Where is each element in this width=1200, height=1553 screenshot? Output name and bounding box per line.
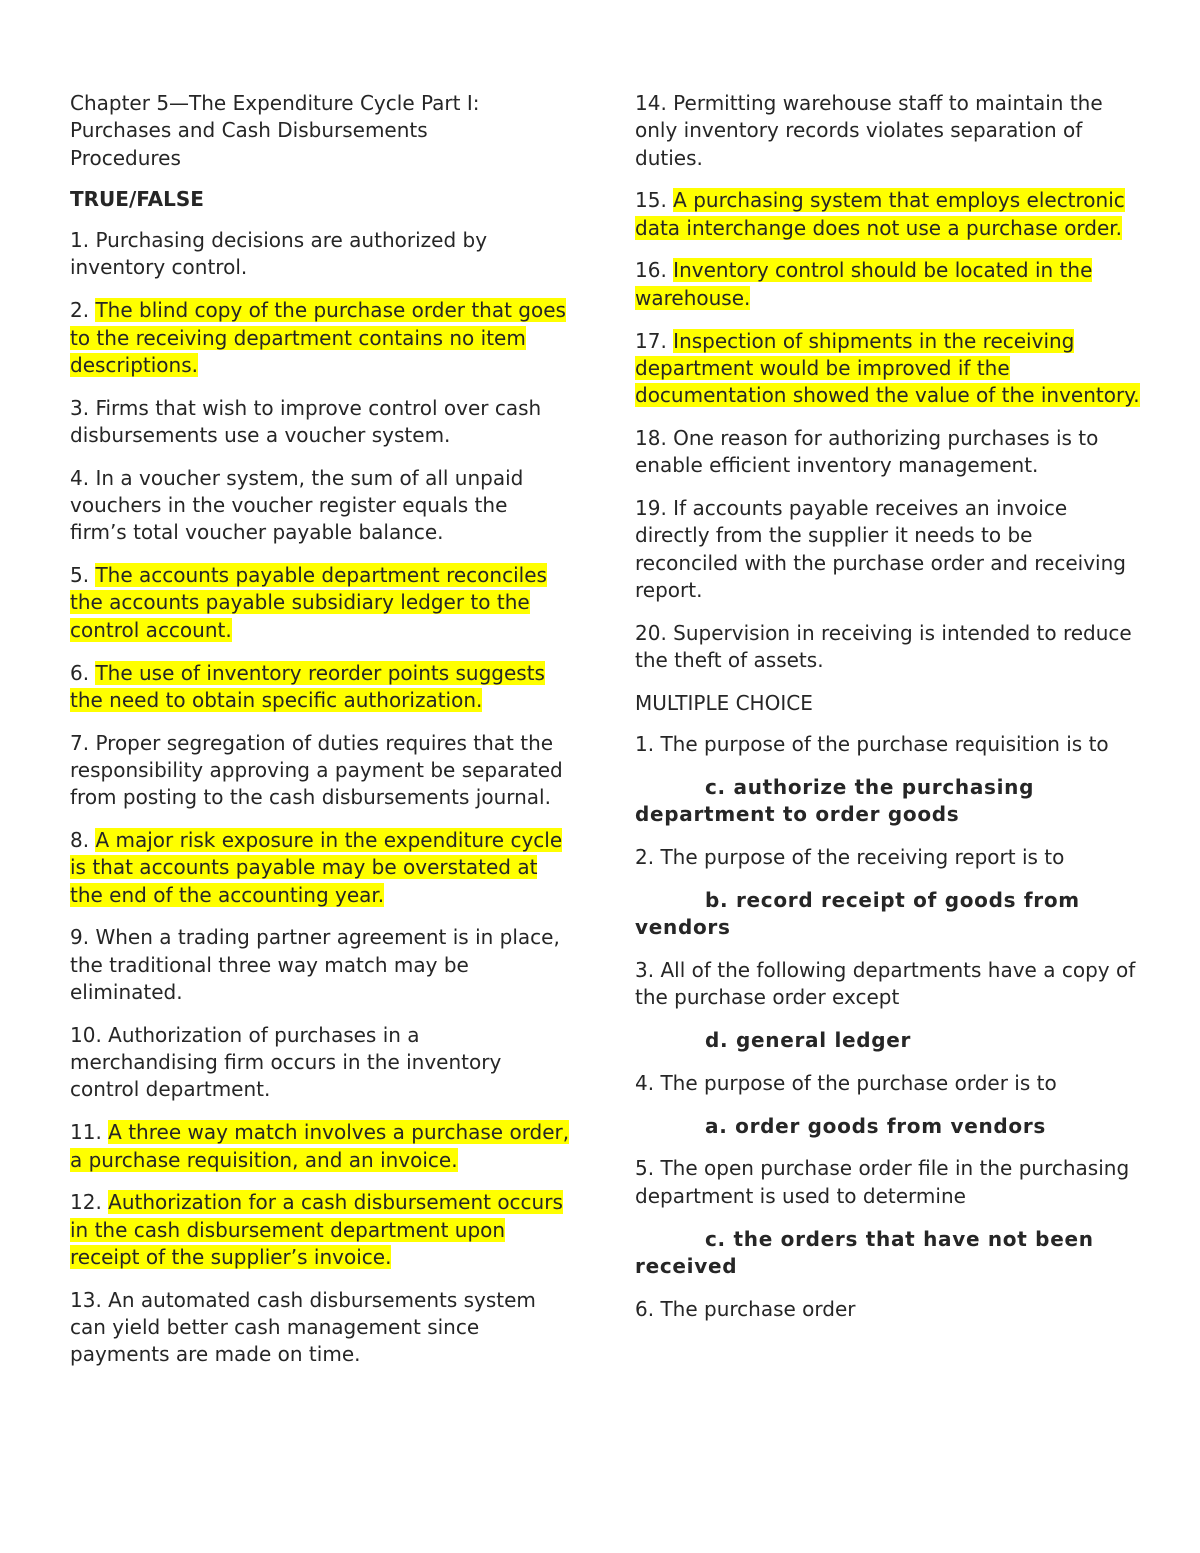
tf-question xyxy=(70,1022,570,1104)
question-text: The blind copy of the purchase order that goes to the receiving department contains no item descriptions. xyxy=(70,298,566,377)
question-text: When a trading partner agreement is in place, the traditional three way match may be eliminated. xyxy=(70,925,560,1005)
tf-question xyxy=(635,187,1140,242)
tf-question xyxy=(70,827,570,909)
multiple-choice-list xyxy=(635,731,1140,1323)
question-text: If accounts payable receives an invoice directly from the supplier it needs to be reconciled with the purchase order and receiving report. xyxy=(635,496,1126,602)
question-number: 6. xyxy=(635,1296,655,1321)
document-title: Chapter 5—The Expenditure Cycle Part I: Purchases and Cash Disbursements Procedures xyxy=(70,91,480,170)
question-number: 18. xyxy=(635,425,667,450)
question-text: The purchase order xyxy=(660,1296,856,1321)
mc-question xyxy=(635,1155,1140,1210)
tf-question xyxy=(635,425,1140,480)
question-number: 11. xyxy=(70,1120,102,1145)
question-number: 17. xyxy=(635,328,667,353)
true-false-list-right xyxy=(635,90,1140,674)
mc-question xyxy=(635,957,1140,1012)
question-text: A major risk exposure in the expenditure cycle is that accounts payable may be overstated at the end of the accounting year. xyxy=(70,828,563,907)
tf-question xyxy=(70,465,570,547)
question-number: 12. xyxy=(70,1190,102,1215)
mc-question xyxy=(635,1296,1140,1323)
mc-answer: c. authorize the purchasing department to order goods xyxy=(635,774,1035,827)
question-number: 3. xyxy=(635,957,655,982)
tf-question xyxy=(70,395,570,450)
question-text: Purchasing decisions are authorized by inventory control. xyxy=(70,228,488,280)
mc-answer: c. the orders that have not been received xyxy=(635,1226,1094,1278)
question-number: 2. xyxy=(635,845,655,870)
right-column xyxy=(635,90,1140,1338)
question-number: 14. xyxy=(635,91,667,115)
question-number: 5. xyxy=(635,1156,655,1181)
question-text: The purpose of the purchase requisition is to xyxy=(660,732,1109,757)
question-text: One reason for authorizing purchases is to enable efficient inventory management. xyxy=(635,425,1099,478)
question-number: 4. xyxy=(70,465,90,490)
question-number: 20. xyxy=(635,620,667,645)
question-number: 5. xyxy=(70,563,90,588)
question-number: 7. xyxy=(70,730,90,755)
question-number: 6. xyxy=(70,660,90,685)
question-number: 9. xyxy=(70,925,90,950)
question-text: A three way match involves a purchase order, a purchase requisition, and an invoice. xyxy=(70,1120,570,1172)
question-number: 15. xyxy=(635,188,667,213)
mc-answer: d. general ledger xyxy=(705,1028,912,1053)
tf-question xyxy=(70,1119,570,1174)
question-text: Supervision in receiving is intended to reduce the theft of assets. xyxy=(635,620,1132,673)
mc-answer: a. order goods from vendors xyxy=(705,1113,1047,1138)
tf-question xyxy=(635,328,1140,410)
question-text: The open purchase order file in the purchasing department is used to determine xyxy=(635,1156,1130,1208)
question-text: Authorization for a cash disbursement occurs in the cash disbursement department upon receipt of the supplier’s invoice. xyxy=(70,1190,563,1269)
question-text: Proper segregation of duties requires that the responsibility approving a payment be separated from posting to the cash disbursements journal. xyxy=(70,730,563,810)
question-number: 16. xyxy=(635,258,667,283)
tf-question xyxy=(70,924,570,1006)
mc-question xyxy=(635,844,1140,871)
question-text: A purchasing system that employs electronic data interchange does not use a purchase order. xyxy=(635,188,1125,240)
tf-question xyxy=(70,1189,570,1271)
question-number: 1. xyxy=(70,228,90,253)
question-number: 10. xyxy=(70,1022,102,1047)
question-number: 3. xyxy=(70,395,90,420)
question-text: The accounts payable department reconciles the accounts payable subsidiary ledger to the control account. xyxy=(70,563,547,642)
question-number: 4. xyxy=(635,1070,655,1095)
question-text: In a voucher system, the sum of all unpaid vouchers in the voucher register equals the firm’s total voucher payable balance. xyxy=(70,465,524,545)
question-text: An automated cash disbursements system can yield better cash management since payments are made on time. xyxy=(70,1287,536,1367)
mc-question xyxy=(635,731,1140,758)
question-number: 1. xyxy=(635,732,655,757)
tf-question xyxy=(70,660,570,715)
tf-question xyxy=(70,562,570,644)
left-column xyxy=(70,90,570,1384)
multiple-choice-heading: MULTIPLE CHOICE xyxy=(635,690,813,715)
tf-question xyxy=(635,257,1140,312)
question-text: The purpose of the receiving report is to xyxy=(660,845,1065,870)
question-text: Authorization of purchases in a merchandising firm occurs in the inventory control department. xyxy=(70,1022,502,1102)
true-false-list-left xyxy=(70,227,570,1368)
mc-question xyxy=(635,1070,1140,1097)
tf-question xyxy=(635,90,1140,172)
question-text: Permitting warehouse staff to maintain the only inventory records violates separation of duties. xyxy=(635,91,1103,170)
question-number: 19. xyxy=(635,496,667,521)
tf-question xyxy=(635,495,1140,604)
mc-answer: b. record receipt of goods from vendors xyxy=(635,887,1080,940)
question-text: All of the following departments have a copy of the purchase order except xyxy=(635,957,1136,1010)
tf-question xyxy=(70,1287,570,1369)
tf-question xyxy=(635,620,1140,675)
question-number: 2. xyxy=(70,298,90,323)
question-text: Inventory control should be located in the warehouse. xyxy=(635,258,1093,310)
question-text: Firms that wish to improve control over cash disbursements use a voucher system. xyxy=(70,395,542,447)
question-text: The use of inventory reorder points suggests the need to obtain specific authorization. xyxy=(70,660,545,712)
question-text: Inspection of shipments in the receiving department would be improved if the documentation showed the value of the inventory. xyxy=(635,328,1140,408)
tf-question xyxy=(70,730,570,812)
tf-question xyxy=(70,227,570,282)
question-number: 8. xyxy=(70,828,90,853)
question-text: The purpose of the purchase order is to xyxy=(660,1070,1057,1095)
question-number: 13. xyxy=(70,1287,102,1312)
tf-question xyxy=(70,297,570,379)
true-false-heading: TRUE/FALSE xyxy=(70,186,204,211)
